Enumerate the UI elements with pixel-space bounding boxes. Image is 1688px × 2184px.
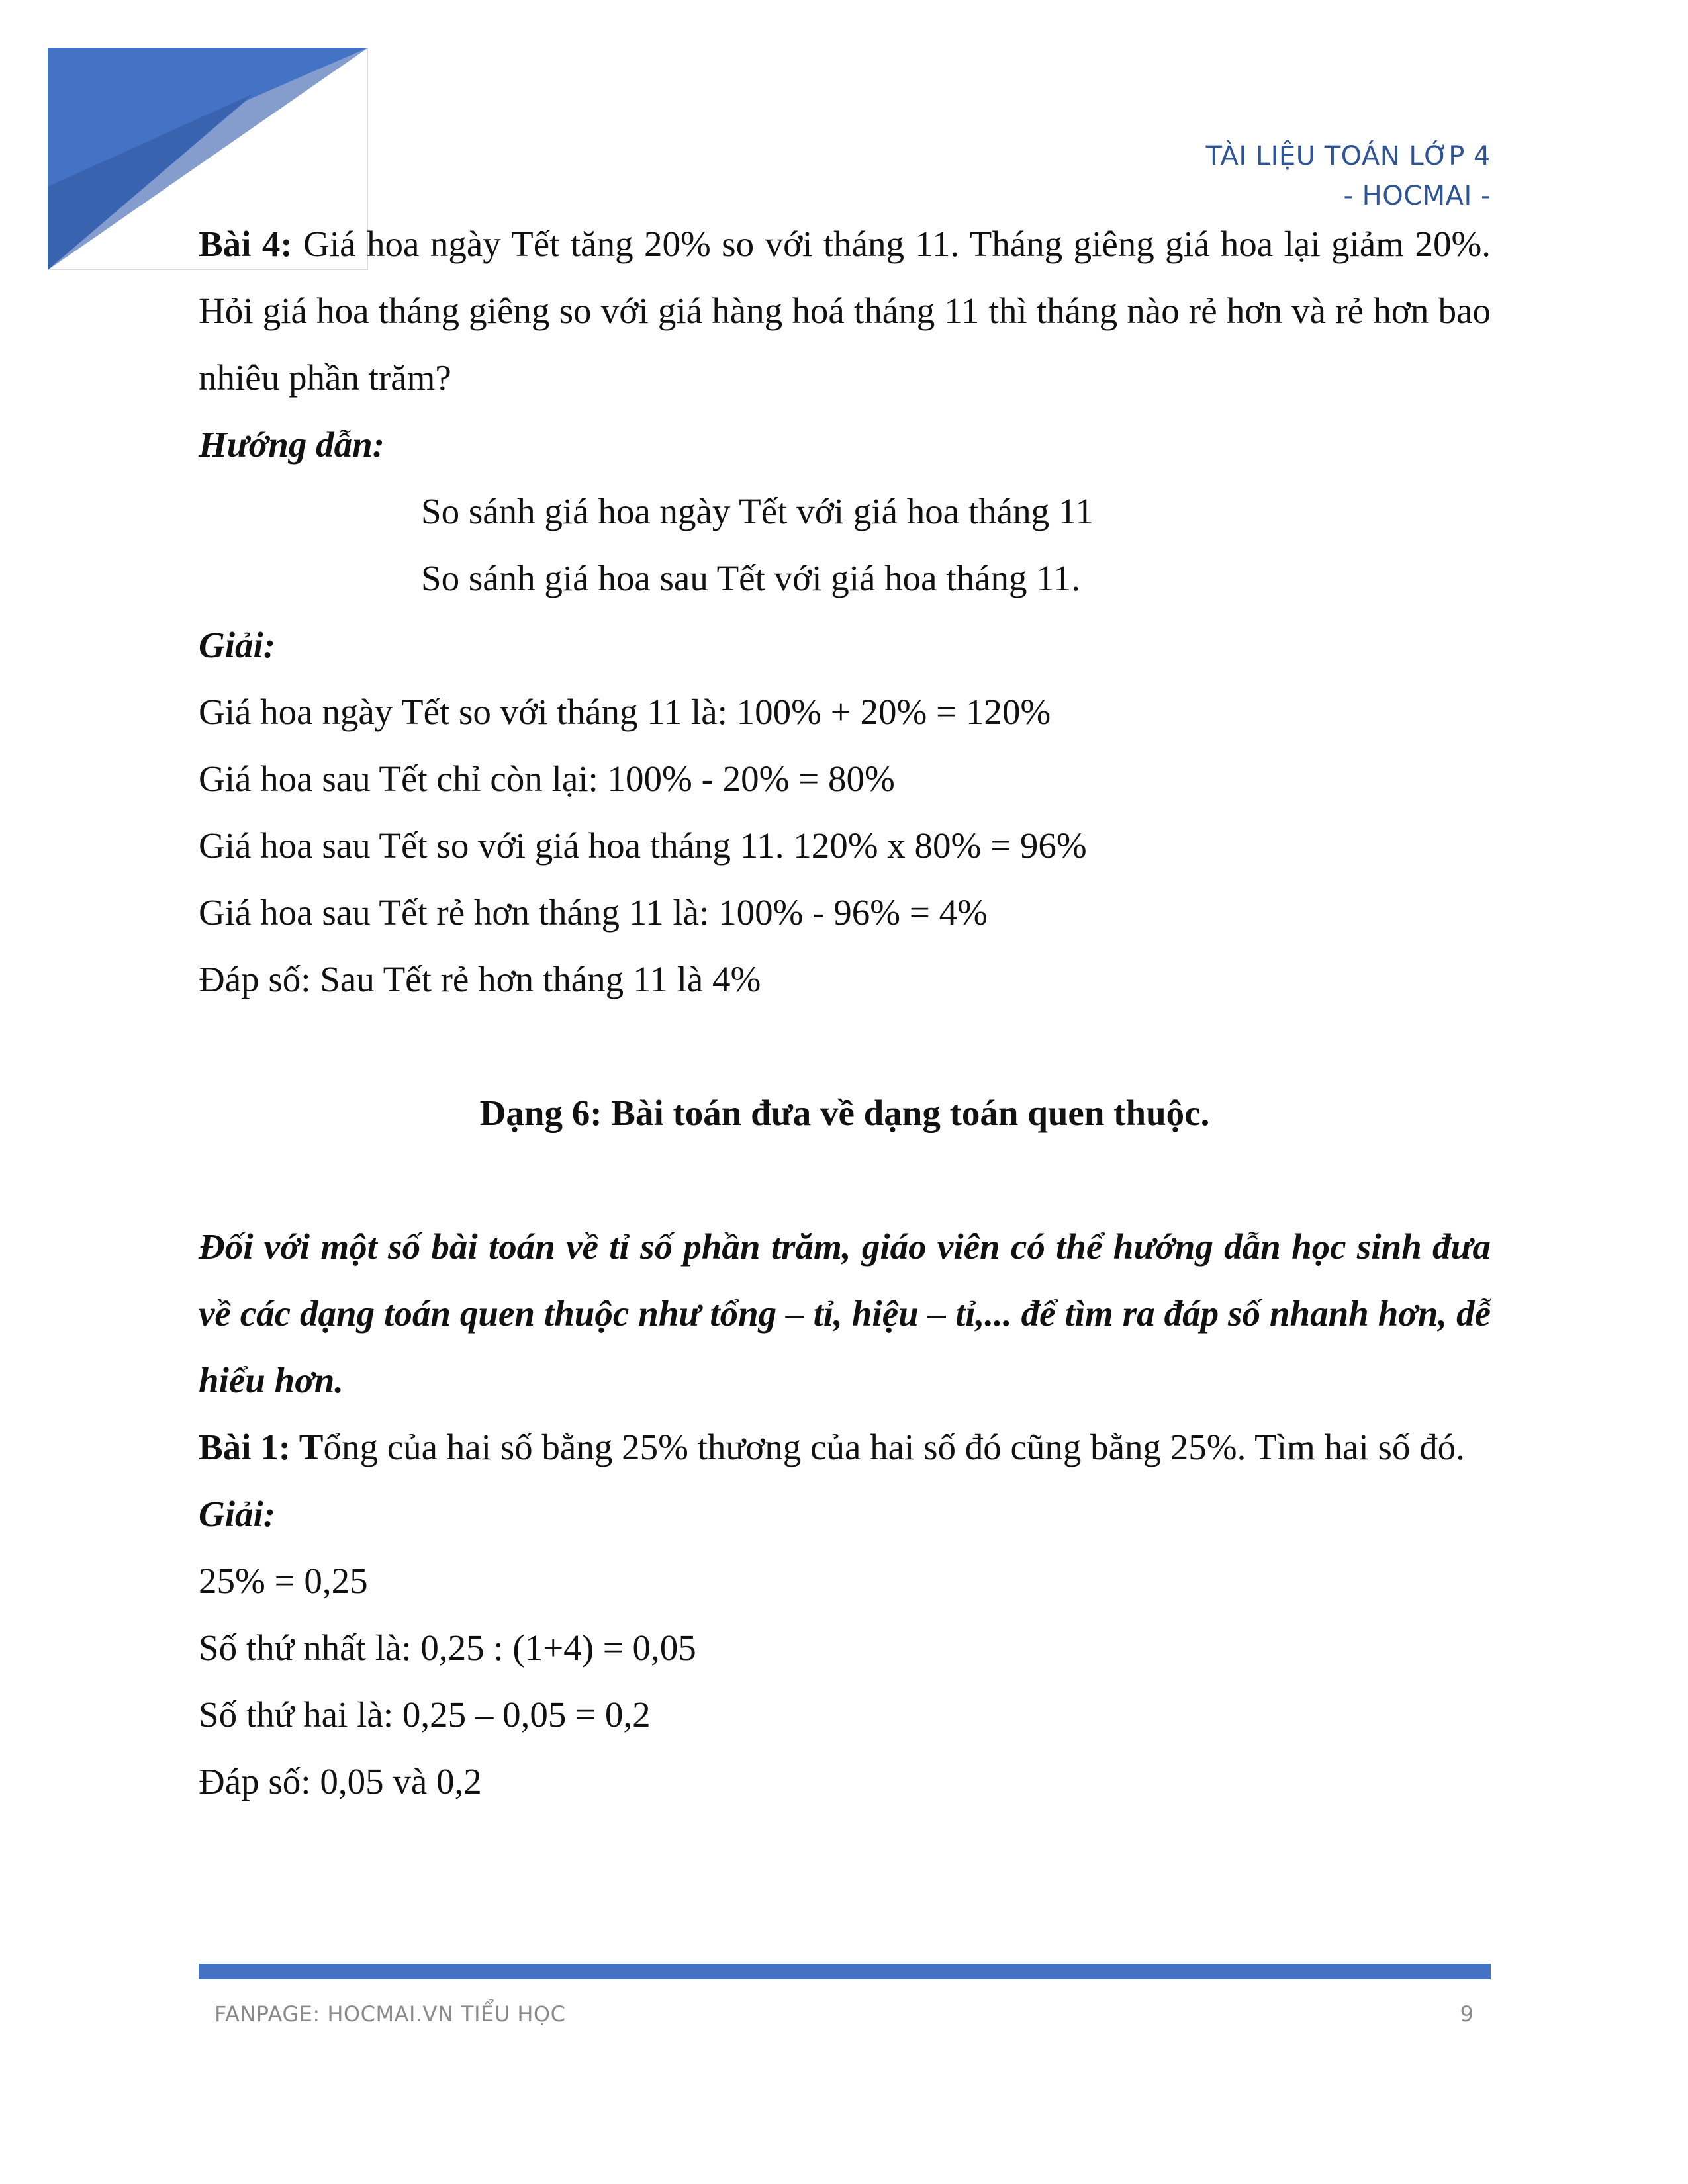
- spacer: [199, 1013, 1491, 1079]
- solution-heading: Giải:: [199, 1494, 276, 1534]
- solution-line: Giá hoa sau Tết chỉ còn lại: 100% - 20% = 80%: [199, 758, 895, 799]
- spacer: [199, 1146, 1491, 1213]
- document-body: [199, 210, 1491, 1815]
- section-title: Dạng 6: Bài toán đưa về dạng toán quen thuộc.: [479, 1093, 1210, 1133]
- exercise-4-text: Giá hoa ngày Tết tăng 20% so với tháng 11. Tháng giêng giá hoa lại giảm 20%. Hỏi giá hoa tháng giêng so với giá hàng hoá tháng 11 thì tháng nào rẻ hơn và rẻ hơn bao nhiêu phần trăm?: [199, 224, 1491, 398]
- solution-line: Giá hoa sau Tết rẻ hơn tháng 11 là: 100% - 96% = 4%: [199, 892, 988, 933]
- page-header: [1206, 136, 1491, 216]
- section-intro: Đối với một số bài toán về tỉ số phần trăm, giáo viên có thể hướng dẫn học sinh đưa về các dạng toán quen thuộc như tổng – tỉ, hiệu – tỉ,... để tìm ra đáp số nhanh hơn, dễ hiểu hơn.: [199, 1226, 1491, 1400]
- exercise-1-statement: [199, 1414, 1491, 1480]
- header-title: TÀI LIỆU TOÁN LỚP 4: [1205, 141, 1491, 171]
- answer-line: Đáp số: 0,05 và 0,2: [199, 1761, 482, 1801]
- footer-fanpage: FANPAGE: HOCMAI.VN TIỂU HỌC: [214, 2001, 566, 2026]
- guide-line: So sánh giá hoa ngày Tết với giá hoa tháng 11: [421, 491, 1094, 531]
- exercise-1-text: ổng của hai số bằng 25% thương của hai số đó cũng bằng 25%. Tìm hai số đó.: [323, 1427, 1465, 1467]
- solution-line: Giá hoa sau Tết so với giá hoa tháng 11. 120% x 80% = 96%: [199, 825, 1087, 866]
- exercise-1-label: Bài 1: T: [199, 1427, 324, 1467]
- header-subtitle: - HOCMAI -: [1343, 181, 1491, 211]
- guide-heading: Hướng dẫn:: [199, 424, 385, 465]
- exercise-4-label: Bài 4:: [199, 224, 293, 264]
- solution-heading: Giải:: [199, 625, 276, 665]
- solution-line: 25% = 0,25: [199, 1561, 368, 1601]
- solution-line: Giá hoa ngày Tết so với tháng 11 là: 100% + 20% = 120%: [199, 692, 1051, 732]
- guide-line: So sánh giá hoa sau Tết với giá hoa tháng 11.: [421, 558, 1080, 598]
- page-number: 9: [1460, 2001, 1474, 2026]
- solution-line: Số thứ hai là: 0,25 – 0,05 = 0,2: [199, 1694, 651, 1735]
- footer-divider: [199, 1964, 1491, 1979]
- answer-line: Đáp số: Sau Tết rẻ hơn tháng 11 là 4%: [199, 959, 761, 999]
- exercise-4-statement: [199, 210, 1491, 411]
- solution-line: Số thứ nhất là: 0,25 : (1+4) = 0,05: [199, 1627, 696, 1668]
